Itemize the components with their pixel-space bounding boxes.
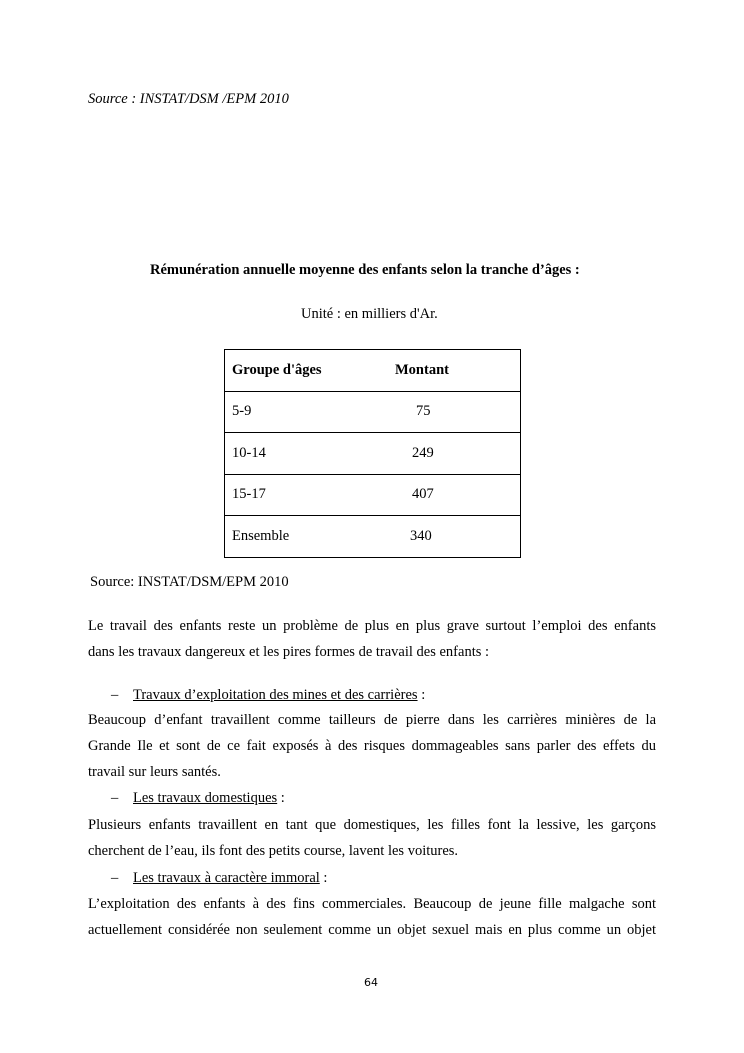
- paragraph-line: travail sur leurs santés.: [88, 764, 221, 780]
- amount-cell: 407: [395, 474, 521, 516]
- paragraph-line: Beaucoup d’enfant travaillent comme tailleurs de pierre dans les carrières minières de la: [88, 712, 656, 728]
- bullet-heading: [133, 687, 425, 704]
- remuneration-table: [224, 349, 521, 558]
- bullet-heading: [133, 870, 327, 887]
- age-cell: Ensemble: [225, 516, 396, 558]
- table-row: [225, 391, 521, 433]
- bullet-heading: [133, 790, 285, 807]
- header-amount: Montant: [395, 350, 521, 392]
- table-source: Source: INSTAT/DSM/EPM 2010: [90, 574, 289, 590]
- table-title: Rémunération annuelle moyenne des enfants selon la tranche d’âges :: [150, 262, 580, 278]
- table-header-row: [225, 350, 521, 392]
- dash-bullet: –: [111, 870, 119, 886]
- paragraph-line: Plusieurs enfants travaillent en tant que domestiques, les filles font la lessive, les garçons: [88, 817, 656, 833]
- table-row: [225, 516, 521, 558]
- amount-cell: 75: [395, 391, 521, 433]
- paragraph-line: Grande Ile et sont de ce fait exposés à des risques dommageables sans parler des effets du: [88, 738, 656, 754]
- unit-label: Unité : en milliers d'Ar.: [301, 306, 438, 322]
- paragraph-line: cherchent de l’eau, ils font des petits course, lavent les voitures.: [88, 843, 459, 859]
- header-age-group: Groupe d'âges: [225, 350, 396, 392]
- bullet-suffix: :: [417, 687, 426, 703]
- age-cell: 15-17: [225, 474, 396, 516]
- bullet-suffix: :: [277, 790, 285, 806]
- dash-bullet: –: [111, 790, 119, 806]
- table-row: [225, 433, 521, 475]
- paragraph-line: Le travail des enfants reste un problème de plus en plus grave surtout l’emploi des enfants: [88, 618, 656, 634]
- bullet-title: Les travaux domestiques: [133, 790, 278, 806]
- age-cell: 10-14: [225, 433, 396, 475]
- table-row: [225, 474, 521, 516]
- top-source: Source : INSTAT/DSM /EPM 2010: [88, 91, 289, 107]
- paragraph-line: L’exploitation des enfants à des fins commerciales. Beaucoup de jeune fille malgache sont: [88, 896, 656, 912]
- dash-bullet: –: [111, 687, 119, 703]
- age-cell: 5-9: [225, 391, 396, 433]
- paragraph-line: dans les travaux dangereux et les pires formes de travail des enfants :: [88, 644, 490, 660]
- bullet-title: Travaux d’exploitation des mines et des carrières: [133, 687, 418, 703]
- amount-cell: 249: [395, 433, 521, 475]
- page-number: 64: [364, 976, 378, 989]
- bullet-suffix: :: [319, 870, 328, 886]
- bullet-title: Les travaux à caractère immoral: [133, 870, 320, 886]
- paragraph-line: actuellement considérée non seulement comme un objet sexuel mais en plus comme un objet: [88, 922, 656, 938]
- amount-cell: 340: [395, 516, 521, 558]
